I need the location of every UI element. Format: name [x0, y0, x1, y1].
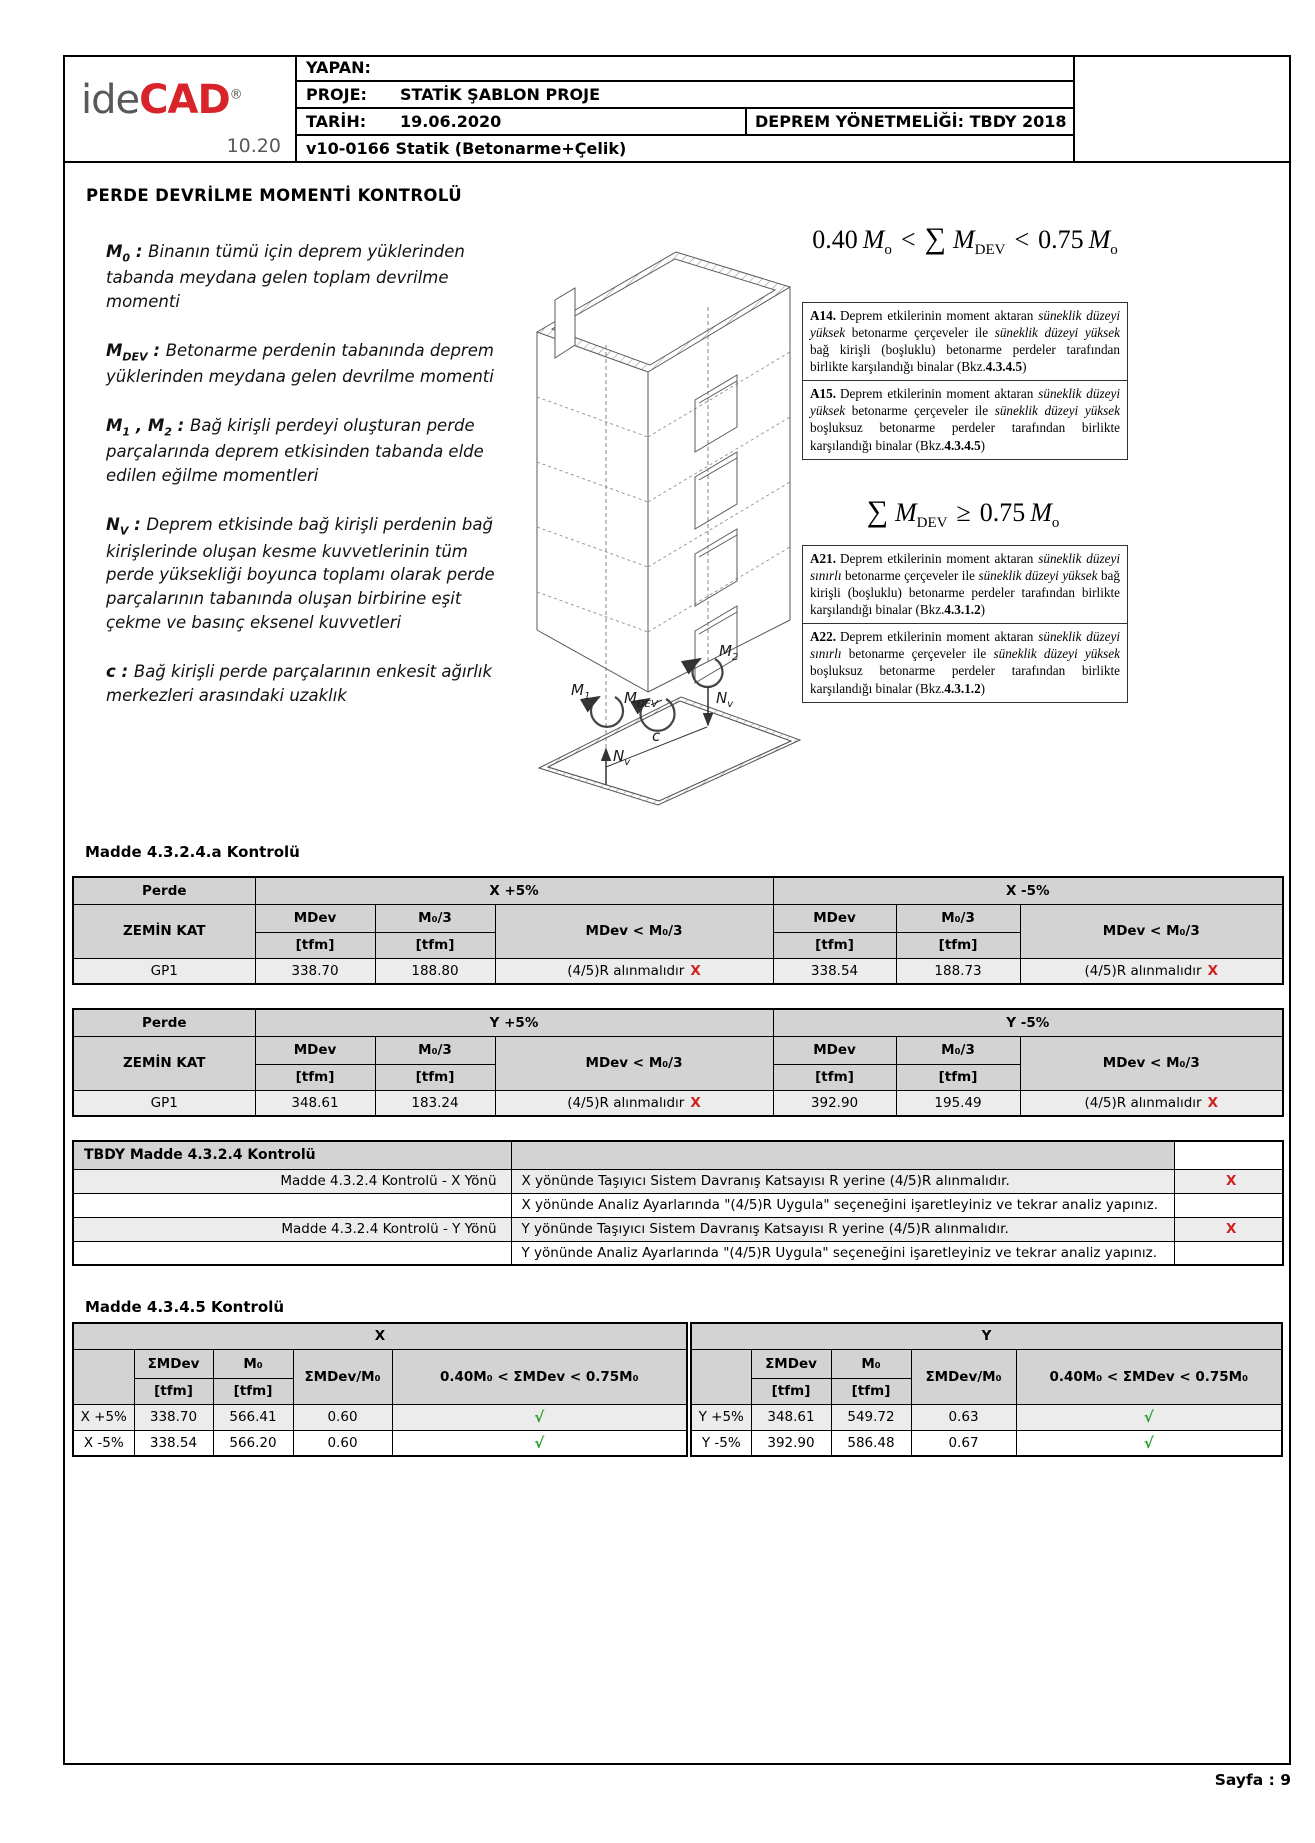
- label-m2: $M_2$: [719, 642, 739, 663]
- table-4324a-x: [72, 876, 1284, 985]
- col-header-mdev: MDev: [773, 904, 896, 932]
- cell-mdev: 348.61: [255, 1090, 375, 1116]
- tbdy-table-title: TBDY Madde 4.3.2.4 Kontrolü: [73, 1141, 511, 1169]
- moment-arc-m2: [693, 659, 723, 687]
- definition-c: c : Bağ kirişli perde parçalarının enkesit ağırlık merkezleri arasındaki uzaklık: [106, 662, 493, 706]
- label-c: c: [652, 727, 661, 745]
- definition-m1-m2: $M_1$ , $M_2$ : Bağ kirişli perdeyi oluşturan perde parçalarında deprem etkisinden tabanda elde edilen eğilme momentleri: [106, 416, 484, 486]
- col-header-m03: M₀/3: [896, 904, 1020, 932]
- table-row: [73, 1404, 687, 1430]
- col-header-cond: MDev < M₀/3: [1020, 904, 1283, 958]
- header-empty-cell: [1073, 55, 1291, 161]
- cell-m0: 549.72: [831, 1404, 911, 1430]
- cell-ratio: 0.67: [911, 1430, 1016, 1456]
- software-version-line: v10-0166 Statik (Betonarme+Çelik): [306, 139, 627, 158]
- cell-ratio: 0.60: [293, 1430, 392, 1456]
- regulation-text: DEPREM YÖNETMELİĞİ: TBDY 2018: [755, 112, 1067, 131]
- idecad-logo: [63, 55, 297, 161]
- proje-label: PROJE:: [306, 85, 367, 104]
- pass-check-mark: √: [534, 1433, 545, 1452]
- pass-check-mark: √: [1143, 1408, 1154, 1426]
- table-tbdy-4324: [72, 1140, 1284, 1266]
- fail-mark: X: [1207, 962, 1218, 979]
- fail-mark: X: [690, 1094, 701, 1111]
- cell-ratio: 0.63: [911, 1404, 1016, 1430]
- col-header-mdev: MDev: [255, 904, 375, 932]
- fail-mark: X: [1226, 1221, 1237, 1237]
- formula-min-condition: ∑ $M_{DEV} \ge 0.75$ $M_o$: [866, 495, 1060, 532]
- corner-cell: [73, 1349, 134, 1404]
- table-row: [73, 1241, 1283, 1265]
- cell-check: [392, 1404, 687, 1430]
- cell-check-text: Y yönünde Taşıyıcı Sistem Davranış Katsayısı R yerine (4/5)R alınmalıdır.: [511, 1217, 1174, 1241]
- table-4324a-y: [72, 1008, 1284, 1117]
- notes-high-ductility: [802, 302, 1128, 460]
- unit-label: [tfm]: [375, 932, 495, 958]
- col-header-cond: MDev < M₀/3: [495, 1036, 773, 1090]
- page-number: Sayfa : 9: [1214, 1771, 1291, 1789]
- col-header-sumdev: ΣMDev: [134, 1349, 213, 1378]
- definition-nv: $N_V$ : Deprem etkisinde bağ kirişli perdenin bağ kirişlerinde oluşan kesme kuvvetlerinin tüm perde yüksekliği boyunca toplamı olarak perde parçalarının tabanında oluşan birbirine eşit çekme ve basınç eksenel kuvvetleri: [106, 515, 495, 633]
- col-header-cond: 0.40M₀ < ΣMDev < 0.75M₀: [1016, 1349, 1282, 1404]
- story-header: ZEMİN KAT: [73, 904, 255, 958]
- col-header-ratio: ΣMDev/M₀: [293, 1349, 392, 1404]
- table-row: [73, 1217, 1283, 1241]
- table-row: [73, 958, 1283, 984]
- label-nv-up: $N_v$: [613, 747, 631, 768]
- cell-wall-name: GP1: [73, 958, 255, 984]
- cell-mark: [1174, 1169, 1283, 1193]
- cell-m0: 566.20: [213, 1430, 293, 1456]
- table-4345-x: [72, 1322, 688, 1457]
- regulation-cell: [745, 109, 1073, 134]
- cell-check-name: Madde 4.3.2.4 Kontrolü - X Yönü: [73, 1169, 511, 1193]
- cell-mdev: 392.90: [773, 1090, 896, 1116]
- note-a22: A22. Deprem etkilerinin moment aktaran süneklik düzeyi sınırlı betonarme çerçeveler ile süneklik düzeyi yüksek boşluksuz betonarme perdeler tarafından birlikte karşılandığı binalar (Bkz.4.3.1.2): [802, 623, 1128, 703]
- cell-sumdev: 392.90: [751, 1430, 831, 1456]
- cell-m0: 586.48: [831, 1430, 911, 1456]
- cell-mdev: 338.70: [255, 958, 375, 984]
- col-header-m0: M₀: [213, 1349, 293, 1378]
- group-header-x-minus5: X -5%: [773, 877, 1283, 904]
- note-a15: A15. Deprem etkilerinin moment aktaran süneklik düzeyi yüksek betonarme çerçeveler ile süneklik düzeyi yüksek boşluksuz betonarme perdeler tarafından birlikte karşılandığı binalar (Bkz.4.3.4.5): [802, 380, 1128, 460]
- group-header-y-minus5: Y -5%: [773, 1009, 1283, 1036]
- tbdy-mark-header: [1174, 1141, 1283, 1169]
- group-header-x-plus5: X +5%: [255, 877, 773, 904]
- cell-ratio: 0.60: [293, 1404, 392, 1430]
- cell-case: X -5%: [73, 1430, 134, 1456]
- tarih-label: TARİH:: [306, 112, 367, 131]
- plan-slab-drawing: [539, 697, 800, 805]
- cell-condition: (4/5)R alınmalıdır X: [1020, 1090, 1283, 1116]
- cell-check-text: X yönünde Analiz Ayarlarında "(4/5)R Uygula" seçeneğini işaretleyiniz ve tekrar analiz yapınız.: [511, 1193, 1174, 1217]
- unit-label: [tfm]: [375, 1064, 495, 1090]
- perde-header: Perde: [73, 1009, 255, 1036]
- corner-cell: [691, 1349, 751, 1404]
- report-header: [63, 55, 1291, 163]
- pass-check-mark: √: [534, 1408, 545, 1426]
- col-header-mdev: MDev: [255, 1036, 375, 1064]
- cell-mark: [1174, 1241, 1283, 1265]
- logo-cad-text: CAD: [139, 77, 230, 123]
- yapan-label: YAPAN:: [306, 58, 371, 77]
- cell-mark: [1174, 1193, 1283, 1217]
- unit-label: [tfm]: [773, 1064, 896, 1090]
- building-diagram: [430, 195, 810, 815]
- unit-label: [tfm]: [255, 1064, 375, 1090]
- moment-arc-m1: [591, 697, 623, 727]
- cell-sumdev: 348.61: [751, 1404, 831, 1430]
- unit-label: [tfm]: [896, 932, 1020, 958]
- unit-label: [tfm]: [773, 932, 896, 958]
- col-header-ratio: ΣMDev/M₀: [911, 1349, 1016, 1404]
- label-mdev: $M_{DEV}$: [624, 689, 658, 710]
- cell-check-name: Madde 4.3.2.4 Kontrolü - Y Yönü: [73, 1217, 511, 1241]
- table-row: [73, 1430, 687, 1456]
- cell-condition: (4/5)R alınmalıdır X: [1020, 958, 1283, 984]
- fail-mark: X: [690, 962, 701, 979]
- cell-case: Y -5%: [691, 1430, 751, 1456]
- tbdy-title-spacer: [511, 1141, 1174, 1169]
- page-title: PERDE DEVRİLME MOMENTİ KONTROLÜ: [86, 186, 462, 205]
- cell-check: [392, 1430, 687, 1456]
- table-4345-y: [690, 1322, 1283, 1457]
- section-heading-4324a: Madde 4.3.2.4.a Kontrolü: [85, 843, 300, 861]
- note-a21: A21. Deprem etkilerinin moment aktaran süneklik düzeyi sınırlı betonarme çerçeveler ile süneklik düzeyi yüksek bağ kirişli (boşluklu) betonarme perdeler tarafından birlikte karşılandığı binalar (Bkz.4.3.1.2): [802, 545, 1128, 625]
- fail-mark: X: [1226, 1173, 1237, 1189]
- table-row: [73, 1169, 1283, 1193]
- group-header-y-plus5: Y +5%: [255, 1009, 773, 1036]
- col-header-cond: 0.40M₀ < ΣMDev < 0.75M₀: [392, 1349, 687, 1404]
- cell-m03: 188.73: [896, 958, 1020, 984]
- cell-m03: 195.49: [896, 1090, 1020, 1116]
- table-row: [73, 1193, 1283, 1217]
- cell-check: [1016, 1404, 1282, 1430]
- tarih-value: 19.06.2020: [400, 112, 502, 131]
- col-header-cond: MDev < M₀/3: [495, 904, 773, 958]
- cell-case: Y +5%: [691, 1404, 751, 1430]
- definition-m0: $M_0$ : Binanın tümü için deprem yüklerinden tabanda meydana gelen toplam devrilme momenti: [106, 242, 465, 312]
- cell-wall-name: GP1: [73, 1090, 255, 1116]
- group-header-x: X: [73, 1323, 687, 1349]
- header-info: [297, 55, 1073, 161]
- cell-m03: 183.24: [375, 1090, 495, 1116]
- col-header-m03: M₀/3: [375, 904, 495, 932]
- logo-version: 10.20: [226, 135, 281, 157]
- cell-sumdev: 338.70: [134, 1404, 213, 1430]
- cell-sumdev: 338.54: [134, 1430, 213, 1456]
- col-header-m03: M₀/3: [896, 1036, 1020, 1064]
- cell-m03: 188.80: [375, 958, 495, 984]
- header-row-tarih: [297, 109, 1073, 136]
- perde-header: Perde: [73, 877, 255, 904]
- cell-condition: (4/5)R alınmalıdır X: [495, 958, 773, 984]
- header-row-proje: [297, 82, 1073, 109]
- col-header-m0: M₀: [831, 1349, 911, 1378]
- group-header-y: Y: [691, 1323, 1282, 1349]
- table-row: [73, 1090, 1283, 1116]
- cell-m0: 566.41: [213, 1404, 293, 1430]
- cell-check-text: X yönünde Taşıyıcı Sistem Davranış Katsayısı R yerine (4/5)R alınmalıdır.: [511, 1169, 1174, 1193]
- cell-condition: (4/5)R alınmalıdır X: [495, 1090, 773, 1116]
- pass-check-mark: √: [1143, 1433, 1154, 1452]
- cell-case: X +5%: [73, 1404, 134, 1430]
- header-row-version: [297, 136, 1073, 161]
- col-header-sumdev: ΣMDev: [751, 1349, 831, 1378]
- col-header-cond: MDev < M₀/3: [1020, 1036, 1283, 1090]
- col-header-m03: M₀/3: [375, 1036, 495, 1064]
- note-a14: A14. Deprem etkilerinin moment aktaran süneklik düzeyi yüksek betonarme çerçeveler ile süneklik düzeyi yüksek bağ kirişli (boşluklu) betonarme perdeler tarafından birlikte karşılandığı binalar (Bkz.4.3.4.5): [802, 302, 1128, 382]
- cell-mark: [1174, 1217, 1283, 1241]
- formula-range-condition: 0.40 $M_o$ < ∑ $M_{DEV} < 0.75$ $M_o$: [812, 222, 1118, 259]
- header-row-yapan: [297, 55, 1073, 82]
- definition-mdev: $M_{DEV}$ : Betonarme perdenin tabanında deprem yüklerinden meydana gelen devrilme momenti: [106, 341, 494, 387]
- cell-mdev: 338.54: [773, 958, 896, 984]
- cell-check-text: Y yönünde Analiz Ayarlarında "(4/5)R Uygula" seçeneğini işaretleyiniz ve tekrar analiz yapınız.: [511, 1241, 1174, 1265]
- cell-check: [1016, 1430, 1282, 1456]
- fail-mark: X: [1207, 1094, 1218, 1111]
- label-nv-down: $N_v$: [716, 689, 734, 710]
- window-openings: [695, 375, 737, 683]
- logo-ide-text: ide: [81, 77, 140, 123]
- registered-mark-icon: ®: [229, 87, 242, 103]
- table-row: [691, 1430, 1282, 1456]
- cell-check-name: [73, 1193, 511, 1217]
- story-header: ZEMİN KAT: [73, 1036, 255, 1090]
- unit-label: [tfm]: [831, 1378, 911, 1404]
- unit-label: [tfm]: [134, 1378, 213, 1404]
- notes-limited-ductility: [802, 545, 1128, 703]
- section-heading-4345: Madde 4.3.4.5 Kontrolü: [85, 1298, 285, 1316]
- label-m1: $M_1$: [571, 681, 591, 702]
- col-header-mdev: MDev: [773, 1036, 896, 1064]
- unit-label: [tfm]: [751, 1378, 831, 1404]
- proje-value: STATİK ŞABLON PROJE: [400, 85, 600, 104]
- unit-label: [tfm]: [213, 1378, 293, 1404]
- unit-label: [tfm]: [896, 1064, 1020, 1090]
- unit-label: [tfm]: [255, 932, 375, 958]
- table-row: [691, 1404, 1282, 1430]
- cell-check-name: [73, 1241, 511, 1265]
